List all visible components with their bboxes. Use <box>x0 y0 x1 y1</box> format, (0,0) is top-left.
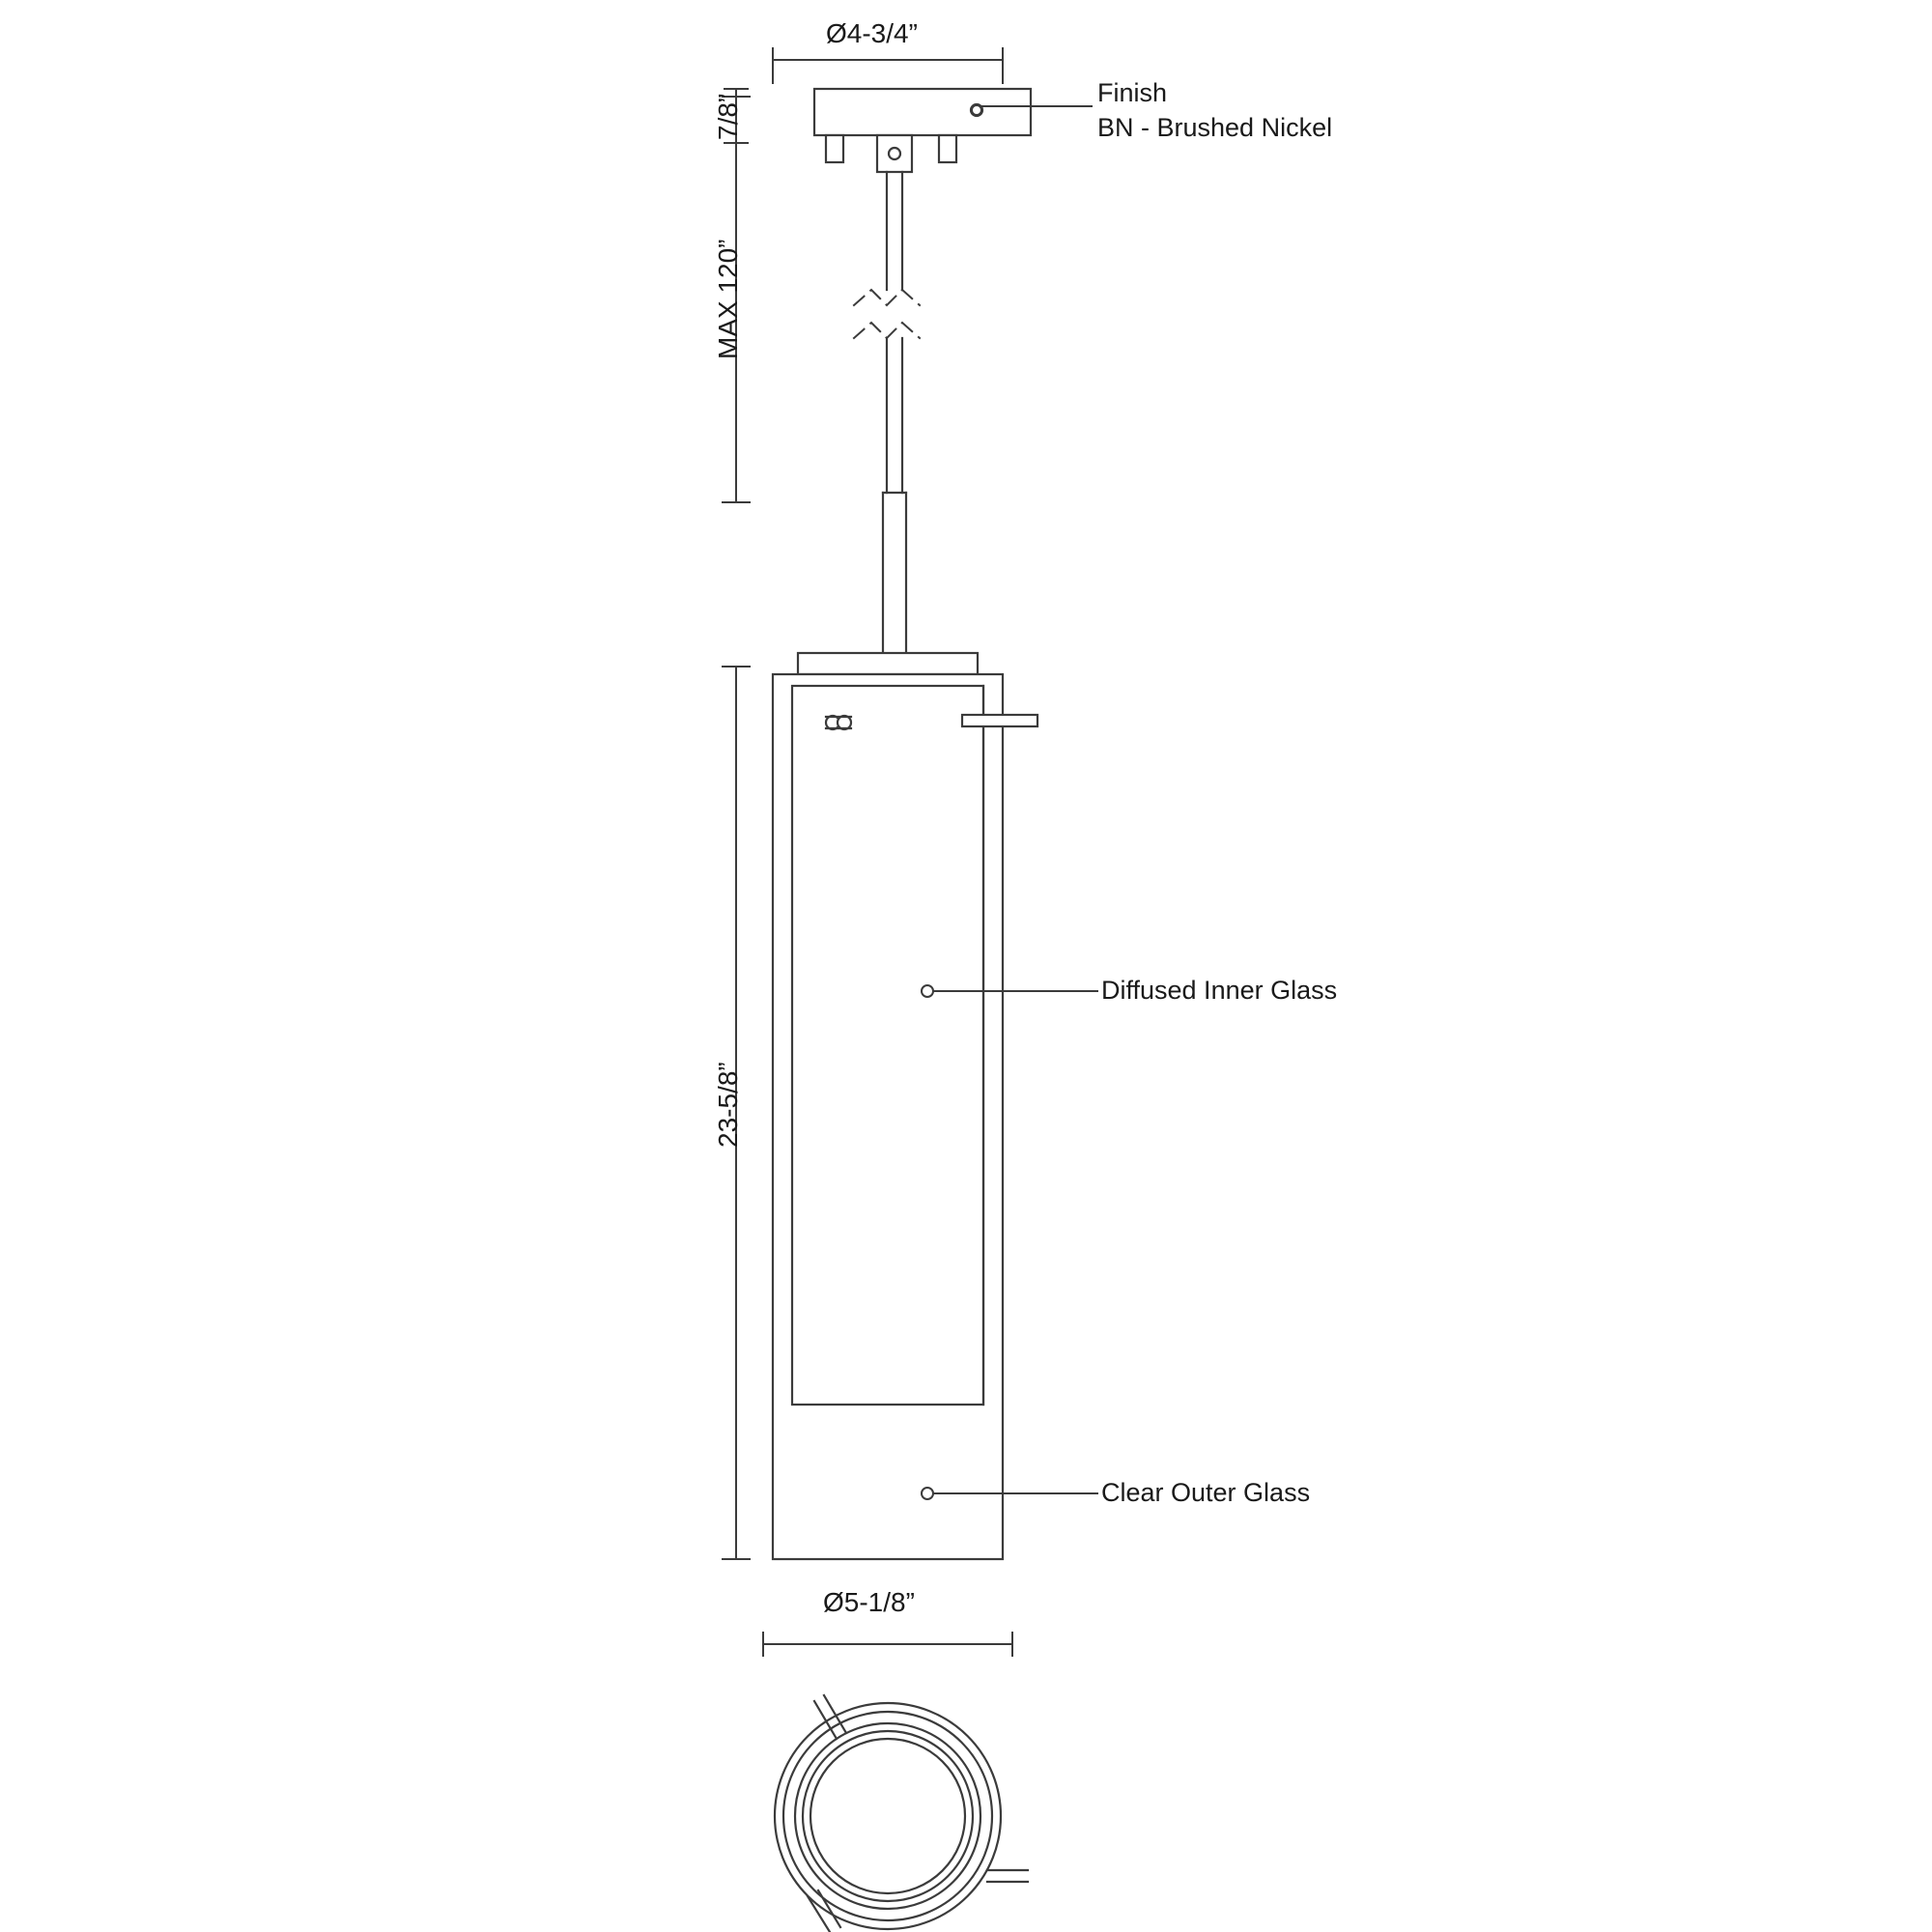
canopy-assembly <box>814 89 1031 172</box>
dim-label-top-diameter: Ø4-3/4” <box>826 18 918 48</box>
dim-label-body-height: 23-5/8” <box>713 1062 743 1148</box>
dim-label-max-drop: MAX 120” <box>713 239 743 359</box>
callout-inner-glass: Diffused Inner Glass <box>1101 976 1338 1005</box>
break-symbol <box>854 290 920 338</box>
fixture-top-cap <box>798 653 978 674</box>
callout-finish-value: BN - Brushed Nickel <box>1097 113 1333 142</box>
dim-label-bottom-diameter: Ø5-1/8” <box>823 1587 915 1617</box>
callout-finish-title: Finish <box>1097 78 1168 107</box>
callout-outer-glass: Clear Outer Glass <box>1101 1478 1311 1507</box>
downrod <box>883 172 906 667</box>
socket-detail <box>826 716 851 729</box>
retaining-pin <box>962 715 1037 726</box>
dim-bottom-diameter <box>763 1633 1012 1656</box>
dim-top-diameter <box>773 48 1003 83</box>
diffused-inner-glass <box>792 686 983 1405</box>
plan-view <box>775 1695 1028 1932</box>
callout-finish <box>1097 75 1332 145</box>
dim-label-canopy-height: 7/8” <box>713 93 743 140</box>
